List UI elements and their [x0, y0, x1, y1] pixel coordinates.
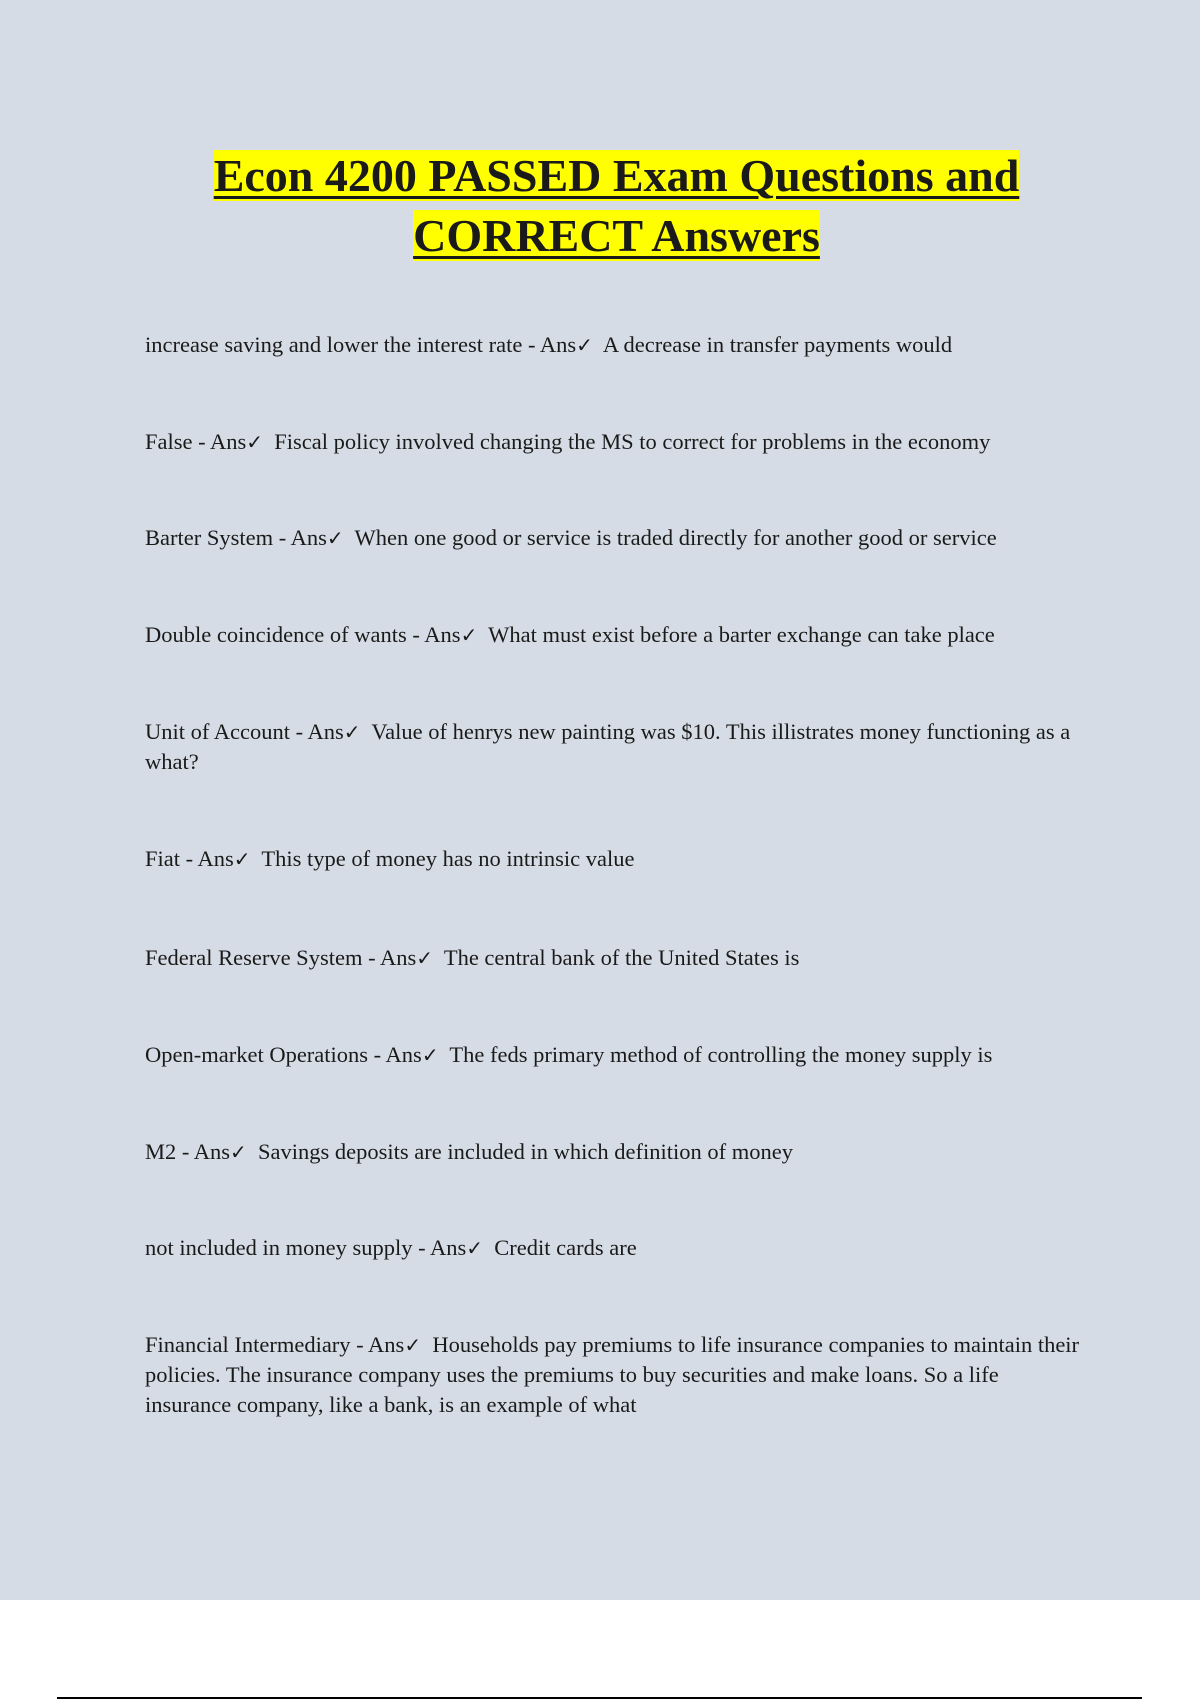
qa-answer: Double coincidence of wants [145, 622, 407, 647]
qa-item [145, 620, 1085, 650]
checkmark-icon: ✓ [421, 1043, 439, 1067]
ans-separator: - Ans [368, 1042, 422, 1067]
qa-answer: not included in money supply [145, 1235, 413, 1260]
qa-item [145, 943, 1085, 973]
qa-question: Credit cards are [494, 1235, 637, 1260]
qa-answer: Open-market Operations [145, 1042, 369, 1067]
ans-separator: - Ans [289, 719, 344, 744]
qa-question: The central bank of the United States is [443, 945, 800, 970]
qa-item [145, 523, 1085, 553]
ans-separator: - Ans [180, 846, 234, 871]
checkmark-icon: ✓ [246, 430, 264, 454]
title-line-2: CORRECT Answers [413, 210, 820, 261]
title-line-1: Econ 4200 PASSED Exam Questions and [213, 150, 1020, 201]
qa-answer: M2 [145, 1139, 177, 1164]
checkmark-icon: ✓ [233, 847, 251, 871]
qa-question: The feds primary method of controlling the money supply is [449, 1042, 993, 1067]
checkmark-icon: ✓ [576, 333, 593, 357]
checkmark-icon: ✓ [230, 1140, 247, 1164]
qa-answer: Federal Reserve System [145, 945, 363, 970]
qa-question: When one good or service is traded directly for another good or service [354, 525, 997, 550]
ans-separator: - Ans [273, 525, 327, 550]
checkmark-icon: ✓ [460, 623, 478, 647]
checkmark-icon: ✓ [404, 1333, 422, 1357]
ans-separator: - Ans [522, 332, 577, 357]
qa-answer: increase saving and lower the interest rate [145, 332, 523, 357]
qa-item [145, 717, 1085, 777]
qa-question: This type of money has no intrinsic value [261, 846, 635, 871]
ans-separator: - Ans [406, 622, 461, 647]
qa-question: What must exist before a barter exchange can take place [488, 622, 995, 647]
qa-question: Fiscal policy involved changing the MS to correct for problems in the economy [274, 429, 991, 454]
qa-item [145, 844, 1085, 874]
ans-separator: - Ans [412, 1235, 467, 1260]
qa-item [145, 1040, 1085, 1070]
checkmark-icon: ✓ [343, 720, 361, 744]
checkmark-icon: ✓ [326, 526, 344, 550]
checkmark-icon: ✓ [466, 1236, 484, 1260]
qa-question: Value of henrys new painting was $10. This illistrates money functioning as a what? [145, 719, 1071, 774]
qa-item [145, 427, 1085, 457]
qa-item [145, 1330, 1085, 1420]
qa-answer: False [145, 429, 193, 454]
qa-answer: Unit of Account [145, 719, 290, 744]
qa-answer: Fiat [145, 846, 181, 871]
ans-separator: - Ans [192, 429, 247, 454]
qa-answer: Financial Intermediary [145, 1332, 351, 1357]
checkmark-icon: ✓ [416, 946, 433, 970]
qa-item [145, 1137, 1085, 1167]
qa-question: A decrease in transfer payments would [602, 332, 953, 357]
document-title [120, 146, 1113, 266]
qa-question: Savings deposits are included in which definition of money [258, 1139, 793, 1164]
ans-separator: - Ans [362, 945, 417, 970]
qa-answer: Barter System [145, 525, 274, 550]
ans-separator: - Ans [176, 1139, 231, 1164]
footer-divider [57, 1697, 1142, 1699]
qa-item [145, 330, 1085, 360]
qa-question: Households pay premiums to life insurance companies to maintain their policies. The insurance company uses the premiums to buy securities and make loans. So a life insurance company, like a bank, is an example of what [145, 1332, 1080, 1417]
qa-item [145, 1233, 1085, 1263]
ans-separator: - Ans [350, 1332, 405, 1357]
